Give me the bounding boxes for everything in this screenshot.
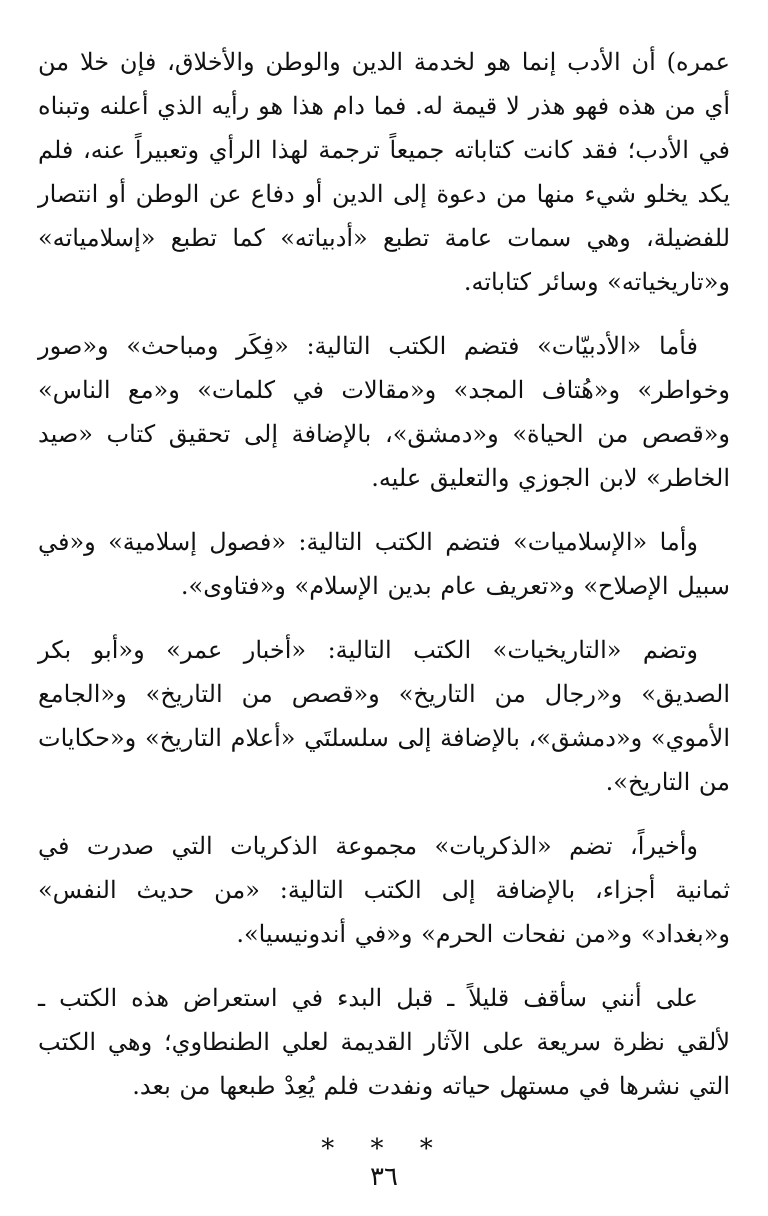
paragraph-historical-works: وتضم «التاريخيات» الكتب التالية: «أخبار عمر» و«أبو بكر الصديق» و«رجال من التاريخ» و«قصص من التاريخ» و«الجامع الأموي» و«دمشق»، بالإضافة إلى سلسلتَي «أعلام التاريخ» و«حكايات من التاريخ». [38,636,730,796]
page-number: ٣٦ [370,1162,398,1192]
paragraph-islamic-works: وأما «الإسلاميات» فتضم الكتب التالية: «فصول إسلامية» و«في سبيل الإصلاح» و«تعريف عام بدين الإسلام» و«فتاوى». [38,528,730,600]
paragraph-intro-continuation: عمره) أن الأدب إنما هو لخدمة الدين والوطن والأخلاق، فإن خلا من أي من هذه فهو هذر لا قيمة له. فما دام هذا هو رأيه الذي أعلنه وتبناه في الأدب؛ فقد كانت كتاباته جميعاً ترجمة لهذا الرأي وتعبيراً عنه، فلم يكد يخلو شيء منها من دعوة إلى الدين أو دفاع عن الوطن أو انتصار للفضيلة، وهي سمات عامة تطبع «أدبياته» كما تطبع «إسلامياته» و«تاريخياته» وسائر كتاباته. [38,48,730,296]
page-body [38,40,731,1164]
paragraph-memoirs: وأخيراً، تضم «الذكريات» مجموعة الذكريات التي صدرت في ثمانية أجزاء، بالإضافة إلى الكتب التالية: «من حديث النفس» و«بغداد» و«من نفحات الحرم» و«في أندونيسيا». [38,832,730,948]
paragraph-early-works: على أنني سأقف قليلاً ـ قبل البدء في استعراض هذه الكتب ـ لألقي نظرة سريعة على الآثار القديمة لعلي الطنطاوي؛ وهي الكتب التي نشرها في مستهل حياته ونفدت فلم يُعِدْ طبعها من بعد. [38,984,731,1100]
paragraph-literary-works: فأما «الأدبيّات» فتضم الكتب التالية: «فِكَر ومباحث» و«صور وخواطر» و«هُتاف المجد» و«مقالات في كلمات» و«مع الناس» و«قصص من الحياة» و«دمشق»، بالإضافة إلى تحقيق كتاب «صيد الخاطر» لابن الجوزي والتعليق عليه. [38,332,730,492]
section-divider-asterisks: * * * [321,1134,447,1164]
